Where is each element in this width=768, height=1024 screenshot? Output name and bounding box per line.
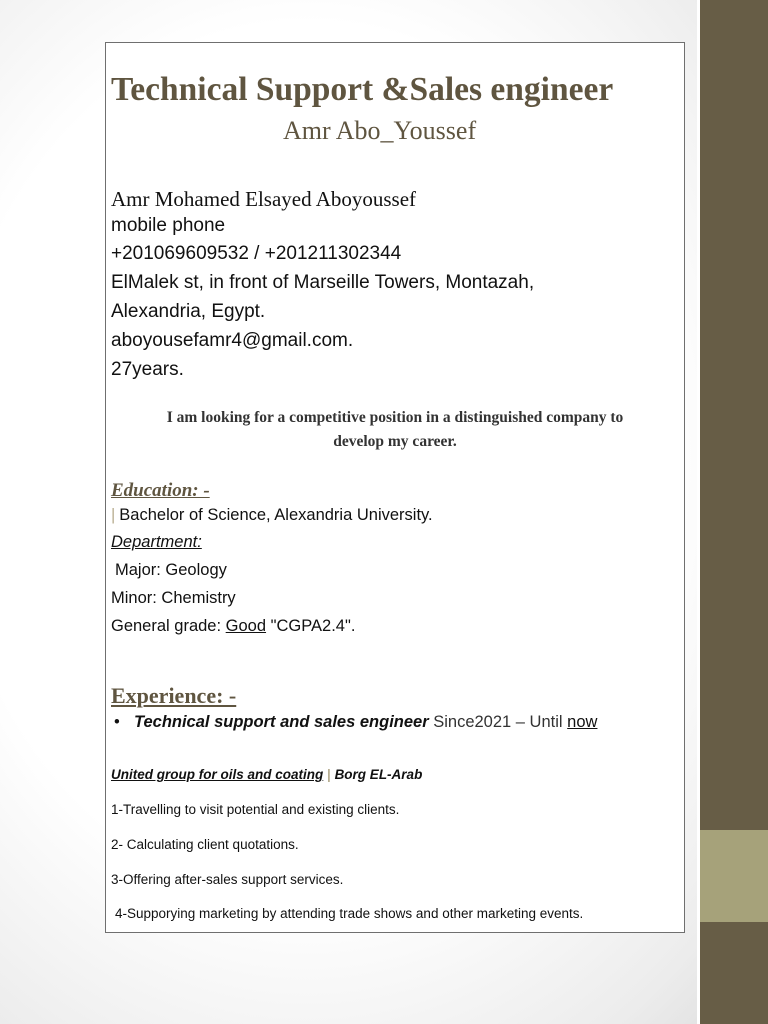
grade-prefix: General grade: [111,617,222,635]
resume-title: Technical Support &Sales engineer [111,71,614,108]
education-bar-mark: | [111,506,116,524]
experience-item [114,713,597,732]
duty-item: 1-Travelling to visit potential and existing clients. [111,802,400,817]
company-separator: | [327,767,331,782]
experience-heading: Experience: - [111,683,237,708]
education-degree-row [111,506,433,525]
phone-numbers: +201069609532 / +201211302344 [111,243,402,264]
full-name: Amr Mohamed Elsayed Aboyoussef [111,187,417,211]
company-row [111,767,422,782]
experience-since: Since2021 – Until [433,713,563,731]
objective-line-2: develop my career. [333,433,457,450]
education-heading: Education: - [111,480,210,501]
resume-document [105,42,685,933]
minor: Minor: Chemistry [111,589,236,607]
major: Major: Geology [115,561,227,579]
general-grade-row [111,617,355,636]
age: 27years. [111,359,184,380]
duty-item: 2- Calculating client quotations. [111,837,299,852]
department-heading: Department: [111,533,202,551]
grade-suffix: "CGPA2.4". [270,617,356,635]
objective-line-1: I am looking for a competitive position in a distinguished company to [166,409,624,426]
grade-value: Good [225,617,267,635]
resume-subtitle: Amr Abo_Youssef [283,116,477,145]
side-accent-block [700,830,768,922]
duty-item: 4-Supporying marketing by attending trade shows and other marketing events. [115,906,584,921]
address-line-2: Alexandria, Egypt. [111,301,266,322]
education-degree: Bachelor of Science, Alexandria University. [119,506,433,524]
bullet: • [114,713,120,731]
company-name: United group for oils and coating [111,767,324,782]
phone-label: mobile phone [111,215,226,236]
email-address: aboyousefamr4@gmail.com. [111,330,354,351]
company-location: Borg EL-Arab [334,767,423,782]
duty-item: 3-Offering after-sales support services. [111,872,344,887]
address-line-1: ElMalek st, in front of Marseille Towers, Montazah, [111,272,535,293]
experience-role: Technical support and sales engineer [134,713,429,731]
experience-until: now [567,713,598,731]
